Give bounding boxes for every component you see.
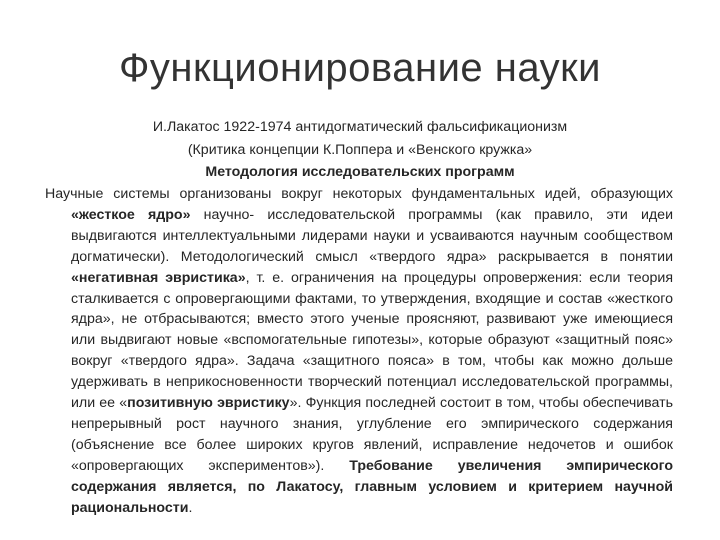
body-segment-bold: «жесткое ядро» [71,206,191,223]
slide-title: Функционирование науки [119,46,601,90]
body-paragraph [45,184,673,519]
subtitle: (Критика концепции К.Поппера и «Венского кружка» [187,142,533,158]
body-segment: ». Функция последней состоит в том, чтобы обеспечивать непрерывный рост научного знания, углубление его эмпирического содержания (объяснение все более широких кругов явлений, исправление недочетов и ошибок «опровергающих экспериментов»). [71,395,674,474]
author-line: И.Лакатос 1922-1974 антидогматический фальсификационизм [152,119,568,135]
body-segment-bold: Требование увеличения эмпирического содержания является, по Лакатосу, главным условием и критерием научной рациональности [71,457,674,516]
body-segment: Научные системы организованы вокруг некоторых фундаментальных идей, образующих [45,186,673,202]
method-heading: Методология исследовательских программ [205,164,515,180]
body-segment-bold: позитивную эвристику [127,395,290,412]
body-segment: , т. е. ограничения на процедуры опровержения: если теория сталкивается с опровергающими фактами, то утверждения, входящие и состав «жесткого ядра», не отбрасываются; вместо этого ученые проясняют, развивают уже имеющиеся или выдвигают новые «вспомогательные гипотезы», которые образуют «защитный пояс» вокруг «твердого ядра». Задача «защитного пояса» в том, чтобы как можно дольше удерживать в неприкосновенности творческий потенциал исследовательской программы, или ее « [71,269,674,412]
body-segment-bold: «негативная эвристика» [71,269,246,286]
body-segment: . [188,499,193,516]
body-segment: научно- исследовательской программы (как правило, эти идеи выдвигаются интеллектуальными лидерами науки и усваиваются научным сообществом догматически). Методологический смысл «твердого ядра» раскрывается в понятии [71,206,674,265]
